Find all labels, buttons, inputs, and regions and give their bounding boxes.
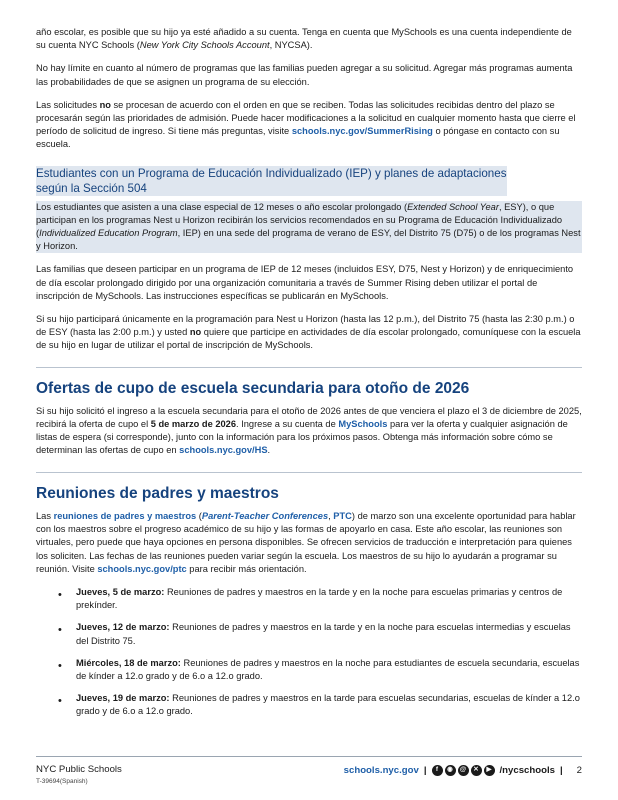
ptc-desc-2: Reuniones de padres y maestros en la tarde y en la noche para escuelas intermedias y escuelas del Distrito 75. — [76, 622, 571, 646]
footer-social-handle: /nycschools — [499, 764, 555, 776]
link-ptc-english[interactable]: Parent-Teacher Conferences — [201, 511, 329, 521]
link-myschools[interactable]: MySchools — [338, 419, 388, 430]
iep-section — [36, 162, 582, 353]
list-item — [54, 692, 582, 718]
paragraph-application-processing: Las solicitudes no se procesan de acuerdo con el orden en que se reciben. Todas las solicitudes recibidas dentro del plazo se procesarán según las prioridades de admisión. Puede hacer modificaciones a la solicitud en cualquier momento hasta que cierre el período de solicitud de ingreso. Si tiene más preguntas, visite schools.nyc.gov/SummerRising o póngase en contacto con su escuela. — [36, 99, 576, 150]
term-esy: Extended School Year — [407, 201, 499, 212]
paragraph-program-limit: No hay límite en cuanto al número de programas que las familias pueden agregar a su solicitud. Agregar más programas aumenta las probabilidades de que se asignen un programa de su elección. — [36, 63, 573, 87]
iep-section-heading: Estudiantes con un Programa de Educación Individualizado (IEP) y planes de adaptaciones según la Sección 504 — [36, 166, 507, 195]
footer-right — [344, 764, 582, 778]
ptc-desc-1: Reuniones de padres y maestros en la tarde y en la noche para escuelas primarias y centros de prekínder. — [76, 586, 563, 611]
iep-paragraph-services: Los estudiantes que asisten a una clase especial de 12 meses o año escolar prolongado (Extended School Year, ESY), o que participan en los programas Nest u Horizon recibirán los servicios recomendados en su Programa de Educación Individualizado (Individualized Education Program, IEP) en una sede del programa de verano de ESY, del Distrito 75 (D75) o de los programas Nest y Horizon. — [36, 201, 582, 254]
page-number: 2 — [576, 764, 582, 776]
footer-organization: NYC Public Schools — [36, 763, 122, 775]
emphasis-no-2: no — [189, 327, 202, 338]
list-item — [54, 621, 582, 647]
footer-separator-2: | — [559, 764, 563, 776]
youtube-icon[interactable]: ▶ — [484, 765, 495, 776]
section-divider-1 — [36, 367, 582, 368]
footer-document-code: T-39694(Spanish) — [36, 777, 88, 785]
footer-website-link[interactable]: schools.nyc.gov — [343, 764, 419, 776]
ptc-desc-4: Reuniones de padres y maestros en la tarde para escuelas secundarias, escuelas de kínder a 12.o grado y de 6.o a 12.o grado. — [76, 693, 580, 717]
offers-section — [36, 379, 582, 458]
ptc-date-3: Miércoles, 18 de marzo: — [76, 657, 181, 668]
paragraph-continued: año escolar, es posible que su hijo ya esté añadido a su cuenta. Tenga en cuenta que MySchools es una cuenta independiente de su cuenta NYC Schools (New York City Schools Account, NYCSA). — [36, 27, 572, 51]
ptc-date-2: Jueves, 12 de marzo: — [76, 622, 170, 633]
iep-paragraph-myschools-portal: Las familias que deseen participar en un programa de IEP de 12 meses (incluidos ESY, D75, Nest y Horizon) y de enriquecimiento de día escolar prolongado dirigido por una organización comunitaria a través de Summer Rising deben utilizar el portal de inscripción de MySchools. Las instrucciones específicas se publicarán en MySchools. — [36, 264, 574, 301]
ptc-section — [36, 484, 582, 719]
link-ptc-abbrev[interactable]: PTC — [333, 511, 352, 521]
link-ptc-page[interactable]: schools.nyc.gov/ptc — [97, 563, 187, 574]
ptc-paragraph: Las reuniones de padres y maestros (Parent-Teacher Conferences, PTC) de marzo son una excelente oportunidad para hablar con los maestros sobre el progreso académico de su hijo y las formas de apoyarlo en casa. Este año escolar, las reuniones son virtuales, pero puede que haya opciones en persona disponibles. Se ofrecen servicios de traducción e interpretación para quienes los soliciten. Las fechas de las reuniones pueden variar según la escuela. Los maestros de su hijo lo ayudarán a programar su reunión. Visite schools.nyc.gov/ptc para recibir más orientación. — [36, 511, 576, 574]
emphasis-no: no — [99, 99, 111, 110]
list-item — [54, 586, 582, 612]
x-twitter-icon[interactable]: ✕ — [471, 765, 482, 776]
link-summer-rising[interactable]: schools.nyc.gov/SummerRising — [291, 126, 433, 137]
ptc-date-4: Jueves, 19 de marzo: — [76, 693, 170, 704]
offer-date: 5 de marzo de 2026 — [150, 419, 236, 430]
offers-paragraph: Si su hijo solicitó el ingreso a la escuela secundaria para el otoño de 2026 antes de que venciera el plazo el 3 de diciembre de 2025, recibirá la oferta de cupo el 5 de marzo de 2026. Ingrese a su cuenta de MySchools para ver la oferta y cualquier asignación de listas de espera (si corresponde), junto con la información para los próximos pasos. Obtenga más información sobre cómo se determinan las ofertas de cupo en schools.nyc.gov/HS. — [36, 405, 582, 456]
link-high-school[interactable]: schools.nyc.gov/HS — [179, 445, 268, 456]
list-item — [54, 657, 582, 683]
ptc-date-1: Jueves, 5 de marzo: — [76, 586, 165, 597]
ptc-desc-3: Reuniones de padres y maestros en la noche para estudiantes de escuela secundaria, escuelas de kínder a 12.o grado y de 6.o a 12.o grado. — [76, 657, 580, 681]
offers-section-heading: Ofertas de cupo de escuela secundaria para otoño de 2026 — [36, 379, 470, 397]
page-footer — [36, 756, 582, 786]
ptc-section-heading: Reuniones de padres y maestros — [36, 484, 279, 502]
footer-left — [36, 764, 122, 786]
instagram-icon[interactable]: ◉ — [445, 765, 456, 776]
footer-separator: | — [423, 764, 427, 776]
term-iep: Individualized Education Program — [39, 228, 178, 238]
link-ptc-name[interactable]: reuniones de padres y maestros — [53, 511, 197, 521]
threads-icon[interactable]: @ — [458, 765, 469, 776]
term-nycsa: New York City Schools Account — [139, 40, 270, 51]
facebook-icon[interactable]: f — [432, 765, 443, 776]
iep-paragraph-partial-participation: Si su hijo participará únicamente en la programación para Nest u Horizon (hasta las 12 p.m.), del Distrito 75 (hasta las 2:30 p.m.) o de ESY (hasta las 2:00 p.m.) y usted no quiere que participe en actividades de día escolar prolongado, comuníquese con la escuela de su hijo en lugar de utilizar el portal de inscripción de MySchools. — [36, 313, 581, 351]
ptc-date-list — [36, 586, 582, 719]
social-icons — [432, 765, 495, 776]
intro-block — [36, 26, 582, 152]
section-divider-2 — [36, 472, 582, 473]
